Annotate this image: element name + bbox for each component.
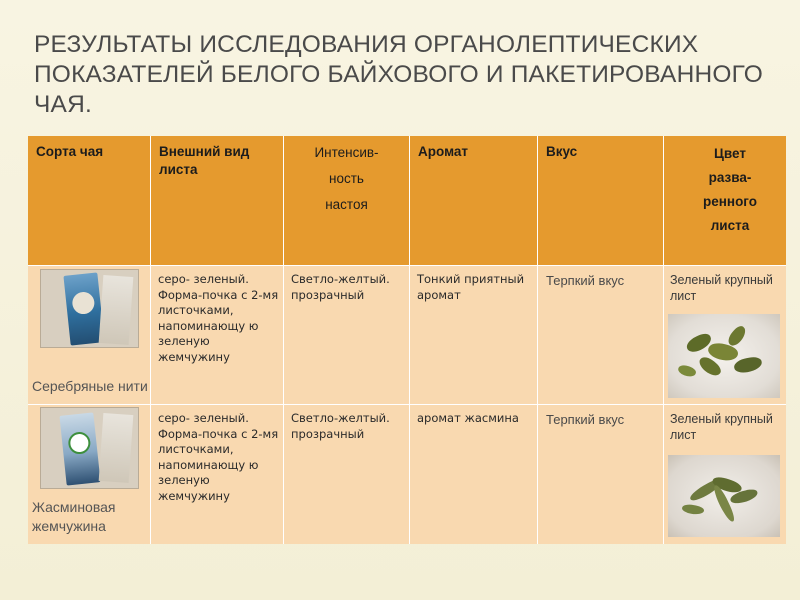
table-row-1-leaf-color [664, 266, 786, 405]
leaf-color-text: Зеленый крупный лист [670, 412, 773, 442]
appearance-text: серо- зеленый. Форма-почка с 2-мя листочками, напоминающу ю зеленую жемчужину [158, 411, 279, 503]
header-taste-label: Вкус [546, 144, 578, 159]
table-row-1-taste [538, 266, 664, 405]
header-sort [28, 136, 151, 266]
tea-package-photo [40, 407, 139, 489]
table-row-2-appearance [151, 405, 284, 544]
taste-text: Терпкий вкус [546, 273, 625, 288]
header-taste [538, 136, 664, 266]
sort-name: Жасминовая жемчужина [32, 499, 116, 534]
intensity-text: Светло-желтый. прозрачный [291, 411, 390, 441]
tea-package-photo [40, 269, 139, 348]
aroma-text: аромат жасмина [417, 411, 519, 425]
aroma-text: Тонкий приятный аромат [417, 272, 525, 302]
brewed-leaf-photo [668, 314, 780, 398]
table-row-1-aroma [410, 266, 538, 405]
header-leaf-color-label: Цвет разва- ренного листа [703, 146, 757, 233]
table-row-1-appearance [151, 266, 284, 405]
table-row-2-aroma [410, 405, 538, 544]
header-leaf-color [664, 136, 786, 266]
header-appearance [151, 136, 284, 266]
slide-title: РЕЗУЛЬТАТЫ ИССЛЕДОВАНИЯ ОРГАНОЛЕПТИЧЕСКИХ ПОКАЗАТЕЛЕЙ БЕЛОГО БАЙХОВОГО И ПАКЕТИРОВАННОГО ЧАЯ. [34, 31, 763, 118]
table-row-2-intensity [284, 405, 410, 544]
taste-text: Терпкий вкус [546, 412, 625, 427]
header-appearance-label: Внешний вид листа [159, 144, 250, 177]
table-row-2-leaf-color [664, 405, 786, 544]
table-row-1-intensity [284, 266, 410, 405]
header-intensity-label: Интенсив- ность настоя [314, 145, 379, 212]
leaf-color-text: Зеленый крупный лист [670, 273, 773, 303]
brewed-leaf-photo [668, 455, 780, 537]
header-intensity [284, 136, 410, 266]
header-aroma-label: Аромат [418, 144, 468, 159]
table-row-2-taste [538, 405, 664, 544]
header-sort-label: Сорта чая [36, 144, 104, 159]
table-row-1-sort [28, 266, 151, 405]
intensity-text: Светло-желтый. прозрачный [291, 272, 390, 302]
table-row-2-sort [28, 405, 151, 544]
sort-name: Серебряные нити [32, 378, 148, 394]
appearance-text: серо- зеленый. Форма-почка с 2-мя листочками, напоминающу ю зеленую жемчужину [158, 272, 279, 364]
results-table [28, 136, 786, 544]
header-aroma [410, 136, 538, 266]
